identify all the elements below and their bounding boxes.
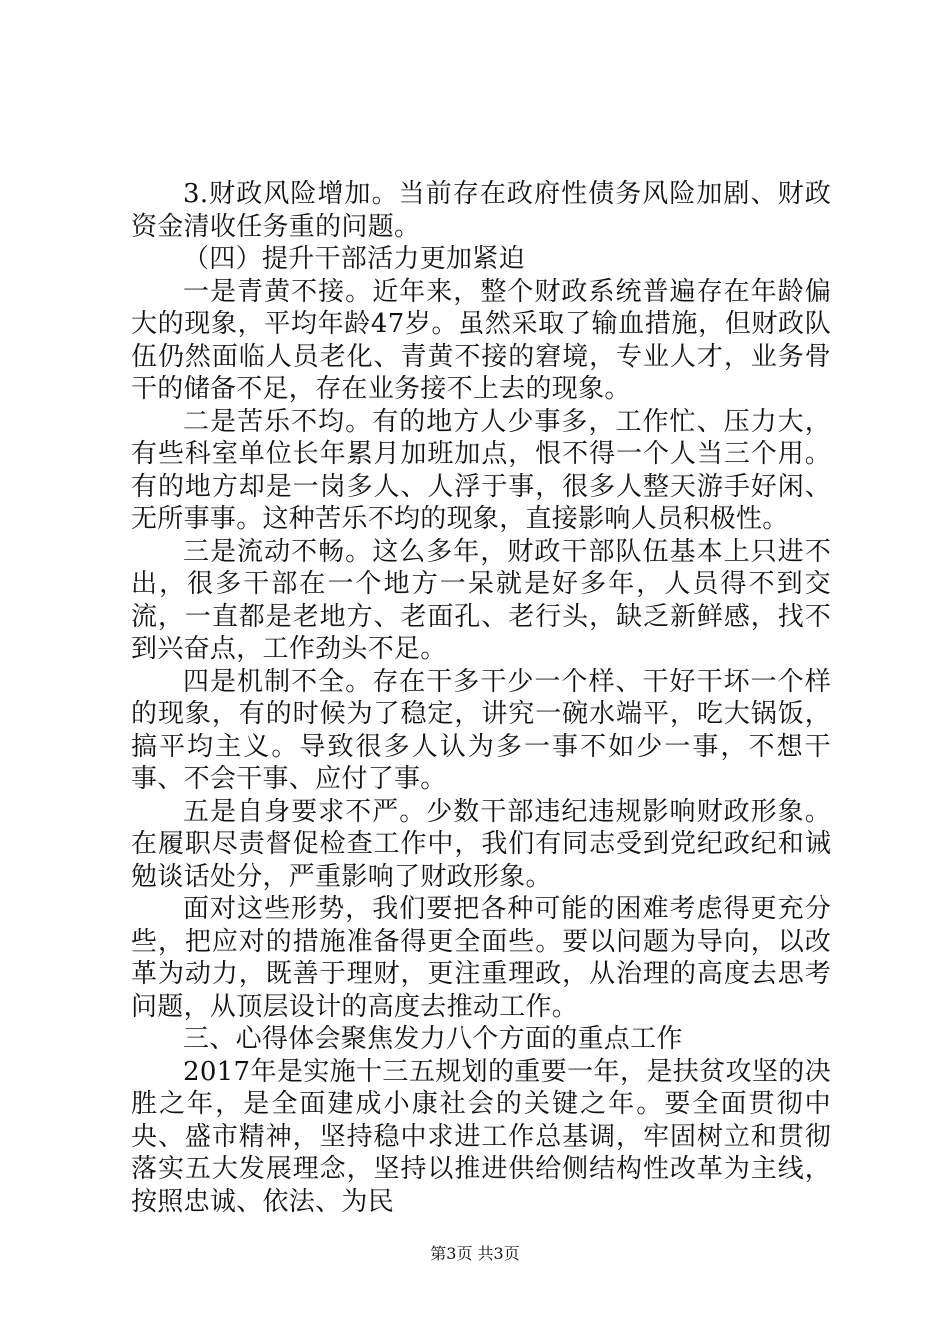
document-body xyxy=(131,178,831,1218)
paragraph-succession-gap: 一是青黄不接。近年来，整个财政系统普遍存在年龄偏大的现象，平均年龄47岁。虽然采取了输血措施，但财政队伍仍然面临人员老化、青黄不接的窘境，专业人才，业务骨干的储备不足，存在业务接不上去的现象。 xyxy=(131,276,831,404)
section-heading-key-work: 三、心得体会聚焦发力八个方面的重点工作 xyxy=(183,1024,683,1054)
section-heading-cadre-vitality: （四）提升干部活力更加紧迫 xyxy=(183,244,525,274)
page-footer: 第3页 共3页 xyxy=(430,1244,520,1263)
paragraph-poor-mobility: 三是流动不畅。这么多年，财政干部队伍基本上只进不出，很多干部在一个地方一呆就是好多年，人员得不到交流，一直都是老地方、老面孔、老行头，缺乏新鲜感，找不到兴奋点，工作劲头不足。 xyxy=(131,536,831,664)
paragraph-2017-plan: 2017年是实施十三五规划的重要一年，是扶贫攻坚的决胜之年，是全面建成小康社会的关键之年。要全面贯彻中央、盛市精神，坚持稳中求进工作总基调，牢固树立和贯彻落实五大发展理念，坚持以推进供给侧结构性改革为主线，按照忠诚、依法、为民 xyxy=(131,1056,831,1217)
paragraph-uneven-workload: 二是苦乐不均。有的地方人少事多，工作忙、压力大，有些科室单位长年累月加班加点，恨不得一个人当三个用。有的地方却是一岗多人、人浮于事，很多人整天游手好闲、无所事事。这种苦乐不均的现象，直接影响人员积极性。 xyxy=(131,406,831,534)
paragraph-fiscal-risk: 3.财政风险增加。当前存在政府性债务风险加剧、财政资金清收任务重的问题。 xyxy=(131,179,831,242)
paragraph-facing-situation: 面对这些形势，我们要把各种可能的困难考虑得更充分些，把应对的措施准备得更全面些。要以问题为导向，以改革为动力，既善于理财，更注重理政，从治理的高度去思考问题，从顶层设计的高度去推动工作。 xyxy=(131,894,831,1022)
paragraph-lax-discipline: 五是自身要求不严。少数干部违纪违规影响财政形象。在履职尽责督促检查工作中，我们有同志受到党纪政纪和诫勉谈话处分，严重影响了财政形象。 xyxy=(131,796,831,892)
paragraph-incomplete-mechanism: 四是机制不全。存在干多干少一个样、干好干坏一个样的现象，有的时候为了稳定，讲究一碗水端平，吃大锅饭，搞平均主义。导致很多人认为多一事不如少一事，不想干事、不会干事、应付了事。 xyxy=(131,666,831,794)
